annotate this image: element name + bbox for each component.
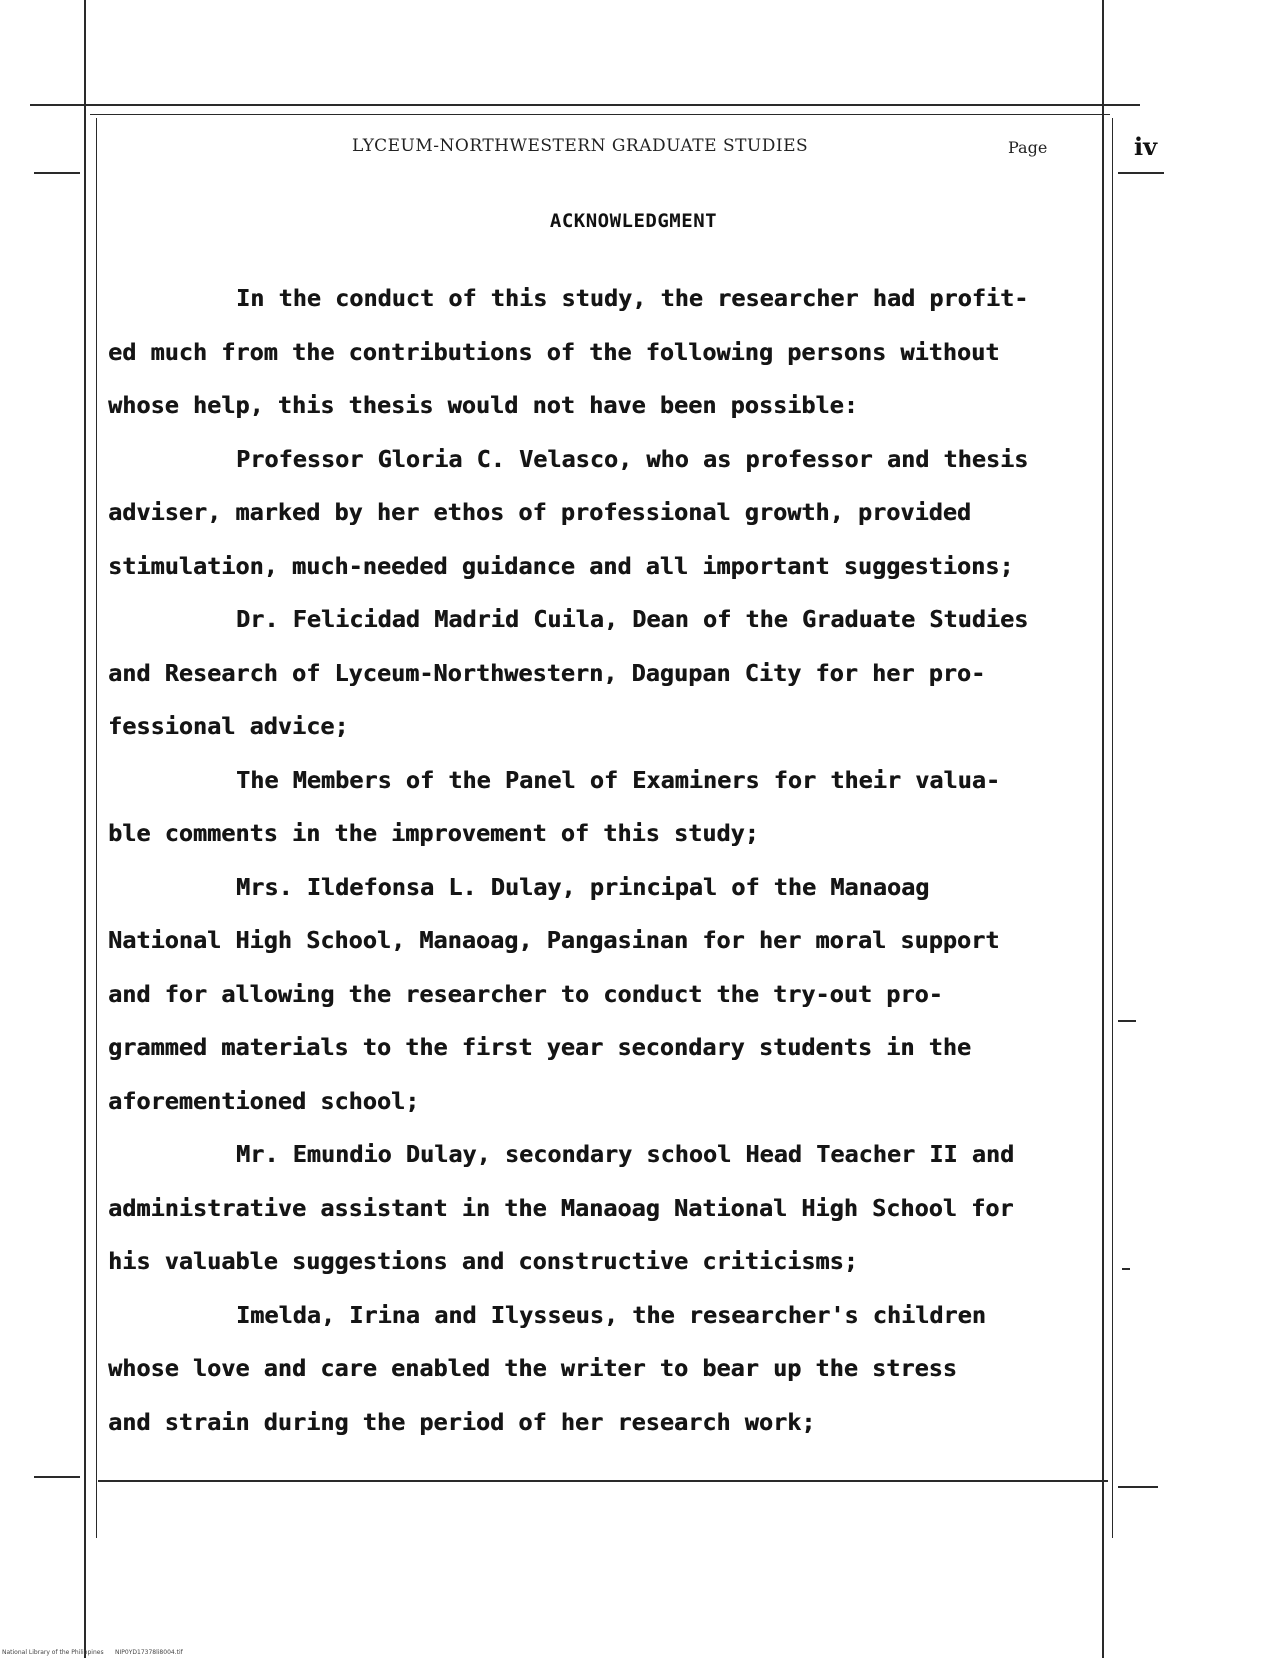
page-header: [104, 132, 1184, 168]
body-line: and for allowing the researcher to conduct the try-out pro-: [108, 979, 943, 1008]
body-line: fessional advice;: [108, 712, 349, 740]
header-page-number: iv: [1134, 132, 1158, 161]
frame-bottom-line: [98, 1480, 1108, 1482]
body-line: grammed materials to the first year secondary students in the: [108, 1033, 972, 1061]
header-page-label: Page: [1008, 138, 1048, 157]
body-line: his valuable suggestions and constructive criticisms;: [108, 1247, 858, 1275]
body-line: and Research of Lyceum-Northwestern, Dagupan City for her pro-: [108, 658, 986, 687]
body-line: Dr. Felicidad Madrid Cuila, Dean of the Graduate Studies: [236, 605, 1029, 633]
frame-side-mark-right: [1118, 1020, 1136, 1022]
body-line: adviser, marked by her ethos of professional growth, provided: [108, 498, 972, 526]
frame-bottom-rule-right: [1118, 1486, 1158, 1488]
frame-left-line-inner: [96, 118, 97, 1538]
header-title: LYCEUM-NORTHWESTERN GRADUATE STUDIES: [352, 136, 809, 156]
body-line: ed much from the contributions of the following persons without: [108, 337, 1000, 366]
document-heading: ACKNOWLEDGMENT: [549, 210, 718, 232]
body-line: ble comments in the improvement of this study;: [108, 819, 759, 847]
body-line: whose help, this thesis would not have been possible:: [108, 391, 858, 419]
body-line: Imelda, Irina and Ilysseus, the researcher's children: [236, 1300, 986, 1329]
scan-source: National Library of the Philippines: [2, 1649, 104, 1656]
body-line: Mr. Emundio Dulay, secondary school Head Teacher II and: [236, 1140, 1015, 1168]
frame-top-line: [30, 104, 1140, 106]
frame-top-line-inner: [90, 114, 1110, 115]
body-line: Professor Gloria C. Velasco, who as professor and thesis: [236, 444, 1029, 473]
body-line: aforementioned school;: [108, 1086, 420, 1115]
scan-footer-note: [2, 1649, 183, 1656]
body-line: administrative assistant in the Manaoag National High School for: [108, 1193, 1014, 1222]
frame-left-line: [84, 0, 86, 1658]
body-line: whose love and care enabled the writer to bear up the stress: [108, 1354, 957, 1382]
frame-bottom-rule-left: [34, 1476, 80, 1478]
body-line: stimulation, much-needed guidance and all important suggestions;: [108, 551, 1014, 580]
frame-header-rule-left: [34, 172, 80, 174]
frame-header-rule-right: [1118, 172, 1164, 174]
acknowledgment-body: [108, 272, 1108, 1449]
frame-side-mark-right-2: [1122, 1268, 1130, 1270]
scan-file-id: NIP0YD17378li8004.tif: [115, 1649, 183, 1656]
body-line: National High School, Manaoag, Pangasinan for her moral support: [108, 926, 1000, 954]
body-line: The Members of the Panel of Examiners for their valua-: [236, 765, 1001, 794]
body-line: Mrs. Ildefonsa L. Dulay, principal of the Manaoag: [236, 872, 930, 901]
frame-right-line-inner: [1112, 118, 1113, 1538]
body-line: In the conduct of this study, the researcher had profit-: [236, 284, 1029, 312]
body-line: and strain during the period of her research work;: [108, 1407, 816, 1436]
